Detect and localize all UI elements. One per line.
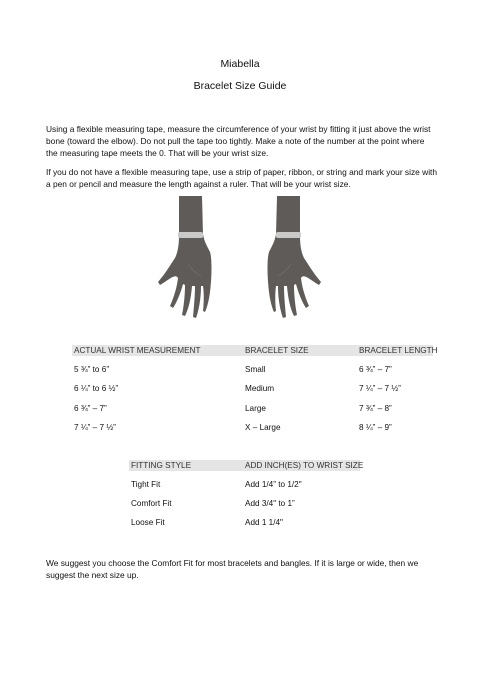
footer-note: We suggest you choose the Comfort Fit for most bracelets and bangles. If it is large or wide, then we suggest the next size up. [46,558,419,581]
fit-row-2-style: Comfort Fit [131,499,172,508]
brand-name: Miabella [220,58,260,70]
header-bracelet-length: BRACELET LENGTH [359,346,438,355]
left-hand-icon [158,196,212,318]
fit-row-2-add: Add 3/4" to 1” [245,499,295,508]
size-row-2-size: Medium [245,384,275,393]
size-row-4-size: X – Large [245,423,281,432]
instruction-paragraph-1: Using a flexible measuring tape, measure the circumference of your wrist by fitting it just above the wrist bone (toward the elbow). Do not pull the tape too tightly. Make a note of the number at the point where the measuring tape meets the 0. That will be your wrist size. [46,124,431,159]
fit-row-1-style: Tight Fit [131,480,161,489]
size-row-3-size: Large [245,404,266,413]
fit-row-3-add: Add 1 1/4" [245,518,283,527]
instruction-paragraph-2: If you do not have a flexible measuring tape, use a strip of paper, ribbon, or string and mark your size with a pen or pencil and measure the length against a ruler. That will be your wrist size. [46,167,438,190]
size-row-1-size: Small [245,365,266,374]
size-row-2-wrist: 6 ¼” to 6 ½” [74,384,119,393]
header-fitting-style: FITTING STYLE [131,461,192,470]
page-title: Bracelet Size Guide [193,80,287,92]
right-hand-icon [268,196,322,318]
size-row-2-length: 7 ¼” – 7 ½” [359,384,401,393]
hands-with-bracelets-icon [150,194,330,322]
size-row-1-wrist: 5 ¾” to 6” [74,365,110,374]
fit-row-1-add: Add 1/4” to 1/2" [245,480,302,489]
size-row-4-wrist: 7 ¼” – 7 ½” [74,423,116,432]
size-row-4-length: 8 ¼” – 9” [359,423,392,432]
size-row-3-wrist: 6 ¾” – 7” [74,404,107,413]
header-add-inches: ADD INCH(ES) TO WRIST SIZE [245,461,364,470]
size-row-3-length: 7 ¾” – 8” [359,404,392,413]
header-actual-wrist-measurement: ACTUAL WRIST MEASUREMENT [74,346,201,355]
fit-row-3-style: Loose Fit [131,518,165,527]
left-bracelet-icon [178,232,203,238]
header-bracelet-size: BRACELET SIZE [245,346,309,355]
size-row-1-length: 6 ¾” – 7” [359,365,392,374]
right-bracelet-icon [276,232,301,238]
